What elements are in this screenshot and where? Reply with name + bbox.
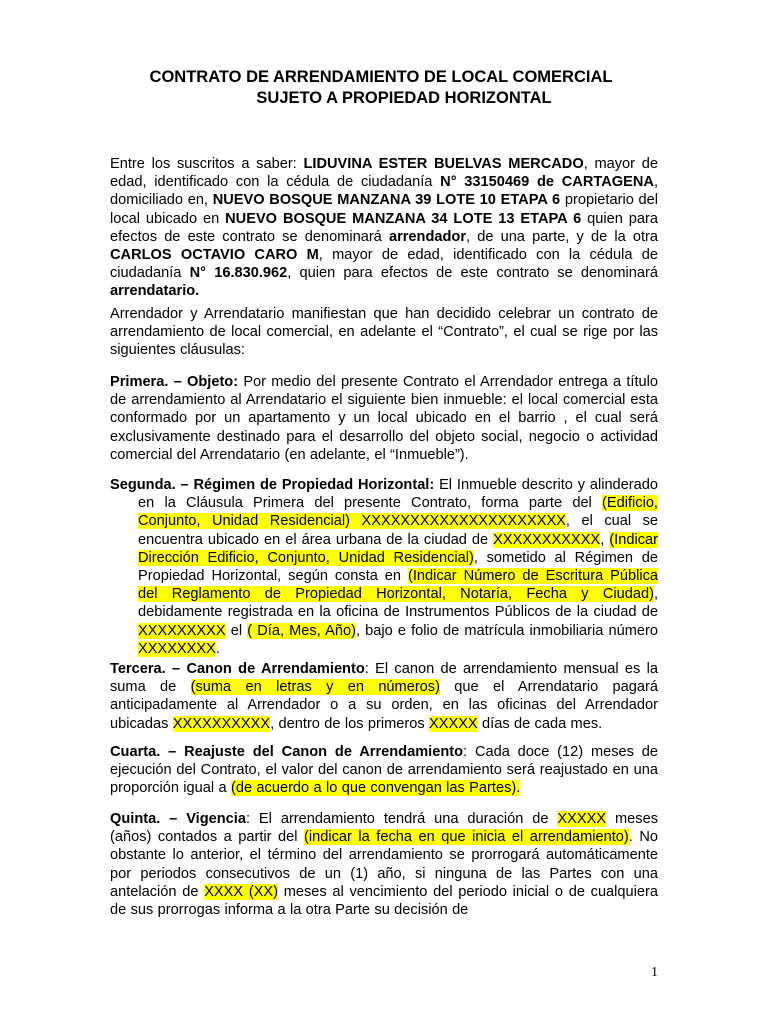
intro-text: quien para efectos de este contrato se denominará: [110, 210, 658, 245]
intro-paragraph: [110, 155, 658, 301]
clause-text: : Cada doce (12) meses de ejecución del Contrato, el valor del canon de arrendamiento será reajustado en una proporción igual a: [110, 744, 658, 797]
intro-text: , domiciliado en,: [110, 174, 658, 209]
clause-text: , el cual se encuentra ubicado en el área urbana de la ciudad de: [138, 513, 658, 548]
clause-text: . No obstante lo anterior, el término del arrendamiento se prorrogará automáticamente por periodos consecutivos de un (1) año, si ninguna de las Partes con una antelación de: [110, 829, 658, 900]
intro-text: propietario del local ubicado en: [110, 192, 658, 227]
clause-text: .: [215, 640, 220, 657]
placeholder-highlight: XXXXX: [429, 715, 478, 732]
arrendador-name: LIDUVINA ESTER BUELVAS MERCADO: [303, 156, 584, 172]
clause-text: meses al vencimiento del periodo inicial o de cualquiera de sus prorrogas informa a la otra Parte su decisión de: [110, 883, 658, 919]
clause-primera: [110, 373, 658, 464]
clause-segunda: [110, 476, 658, 658]
page-number: 1: [651, 965, 658, 980]
intro-text: , mayor de edad, identificado con la cédula de ciudadanía: [110, 156, 658, 191]
placeholder-highlight: (Indicar Número de Escritura Pública del Reglamento de Propiedad Horizontal, Notaría, Fecha y Ciudad): [138, 568, 658, 603]
placeholder-highlight: (Edificio, Conjunto, Unidad Residencial) XXXXXXXXXXXXXXXXXXXXX: [138, 495, 658, 530]
clause-text: , sometido al Régimen de Propiedad Horizontal, según consta en: [138, 549, 658, 585]
clause-heading: Segunda. – Régimen de Propiedad Horizontal:: [110, 477, 435, 493]
clause-cuarta: [110, 743, 658, 798]
intro-text: , mayor de edad, identificado con la cédula de ciudadanía: [110, 247, 658, 282]
clause-heading: Primera. – Objeto:: [110, 374, 239, 390]
clause-text: , bajo e folio de matrícula inmobiliaria número: [355, 622, 658, 639]
placeholder-highlight: XXXXXXXXXXX: [493, 531, 601, 548]
clause-quinta: [110, 810, 658, 919]
placeholder-highlight: XXXXXXXX: [138, 640, 216, 657]
document-title-line1: CONTRATO DE ARRENDAMIENTO DE LOCAL COMERCIAL: [149, 68, 613, 86]
arrendatario-name: CARLOS OCTAVIO CARO M: [110, 247, 319, 264]
clause-text: el: [225, 622, 248, 639]
placeholder-highlight: XXXX (XX): [204, 883, 279, 900]
intro-text: , quien para efectos de este contrato se denominará: [287, 265, 658, 282]
placeholder-highlight: (suma en letras y en números): [190, 679, 440, 696]
arrendatario-id: N° 16.830.962: [189, 265, 288, 282]
arrendador-term: arrendador: [388, 228, 466, 245]
arrendador-id: N° 33150469 de CARTAGENA: [440, 174, 654, 191]
clause-heading: Quinta. – Vigencia: [110, 811, 246, 827]
arrendador-address: NUEVO BOSQUE MANZANA 39 LOTE 10 ETAPA 6: [212, 192, 561, 209]
local-address: NUEVO BOSQUE MANZANA 34 LOTE 13 ETAPA 6: [225, 210, 582, 227]
clause-text: que el Arrendatario pagará anticipadamente al Arrendador o a su orden, en las oficinas del Arrendador ubicadas: [110, 679, 658, 732]
placeholder-highlight: XXXXX: [557, 811, 607, 827]
clause-heading: Tercera. – Canon de Arrendamiento: [110, 661, 365, 677]
clause-text: : El arrendamiento tendrá una duración de: [245, 811, 558, 827]
clause-text: días de cada mes.: [477, 715, 603, 732]
placeholder-highlight: (de acuerdo a lo que convengan las Partes).: [230, 780, 521, 797]
manifest-paragraph: Arrendador y Arrendatario manifiestan que han decidido celebrar un contrato de arrendamiento de local comercial, en adelante el “Contrato”, el cual se rige por las siguientes cláusulas:: [110, 306, 658, 359]
placeholder-highlight: (Indicar Dirección Edificio, Conjunto, Unidad Residencial): [138, 531, 658, 566]
placeholder-highlight: (indicar la fecha en que inicia el arrendamiento): [304, 829, 629, 846]
placeholder-highlight: ( Día, Mes, Año): [247, 622, 356, 639]
clause-text: , debidamente registrada en la oficina de Instrumentos Públicos de la ciudad de: [138, 586, 658, 621]
clause-text: : El canon de arrendamiento mensual es la suma de: [110, 661, 659, 696]
clause-heading: Cuarta. – Reajuste del Canon de Arrendamiento: [110, 744, 464, 760]
clause-text: El Inmueble descrito y alinderado en la Cláusula Primera del presente Contrato, forma parte del: [138, 477, 659, 512]
placeholder-highlight: XXXXXXXXX: [138, 622, 226, 639]
document-title-line2: SUJETO A PROPIEDAD HORIZONTAL: [256, 89, 552, 107]
clause-tercera: [110, 660, 658, 733]
clause-text: , dentro de los primeros: [270, 715, 429, 732]
arrendatario-term: arrendatario.: [110, 283, 200, 300]
intro-text: , de una parte, y de la otra: [466, 228, 658, 245]
clause-text: Por medio del presente Contrato el Arrendador entrega a título de arrendamiento al Arrendatario el siguiente bien inmueble: el local comercial esta conformado por un apartamento y un local ubicado en el barrio , el cual será exclusivamente destinado para el desarrollo del objeto social, negocio o actividad comercial del Arrendatario (en adelante, el “Inmueble”).: [110, 374, 658, 463]
placeholder-highlight: XXXXXXXXXX: [172, 715, 271, 732]
clause-text: meses (años) contados a partir del: [110, 811, 658, 846]
clause-text: ,: [600, 531, 610, 548]
intro-text: Entre los suscritos a saber:: [110, 156, 304, 172]
